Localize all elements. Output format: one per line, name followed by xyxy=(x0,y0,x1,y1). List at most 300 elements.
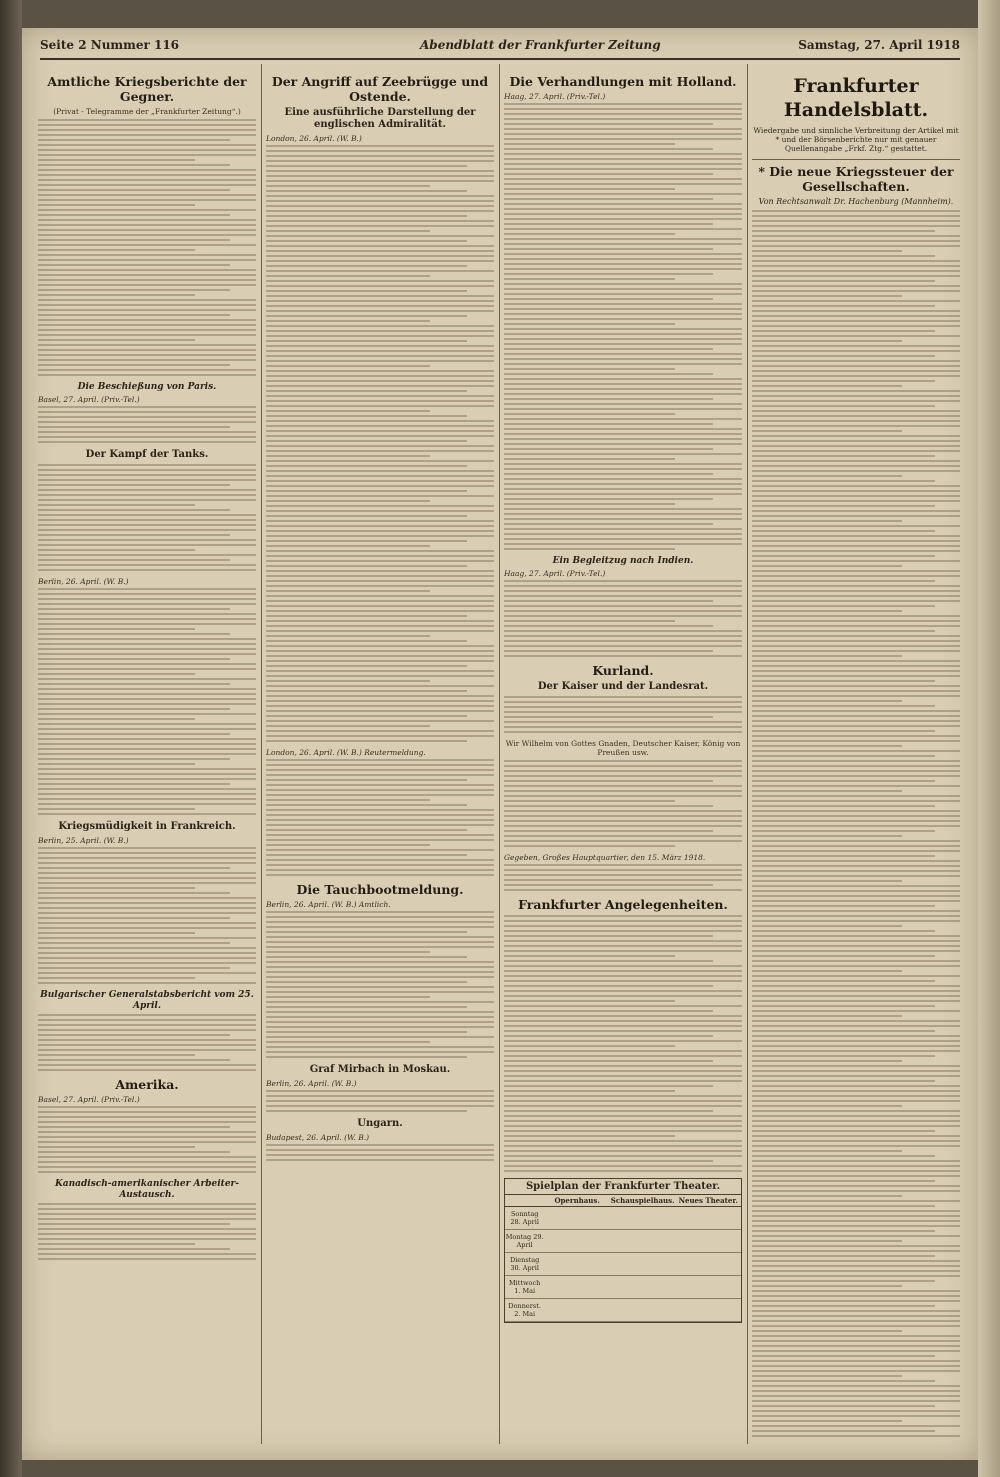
text-line xyxy=(266,926,494,928)
text-line xyxy=(752,920,960,922)
text-line xyxy=(504,278,675,280)
text-line xyxy=(38,803,256,805)
text-line xyxy=(38,663,256,665)
text-line xyxy=(266,470,494,472)
text-line xyxy=(752,795,960,797)
text-line xyxy=(38,234,256,236)
text-line xyxy=(38,304,256,306)
text-line xyxy=(266,440,467,442)
text-line xyxy=(266,385,494,387)
column-rule xyxy=(499,64,500,1444)
text-line xyxy=(504,940,742,942)
article-body xyxy=(38,119,256,376)
text-line xyxy=(38,499,256,501)
text-line xyxy=(266,874,494,876)
text-line xyxy=(504,945,742,947)
table-row xyxy=(505,1230,741,1253)
text-line xyxy=(752,975,960,977)
text-line xyxy=(266,490,467,492)
text-line xyxy=(504,233,675,235)
text-line xyxy=(504,1060,713,1062)
text-line xyxy=(752,1175,960,1177)
text-line xyxy=(752,250,902,252)
column-rule xyxy=(261,64,262,1444)
text-line xyxy=(38,549,195,551)
text-line xyxy=(38,778,256,780)
text-line xyxy=(752,1260,960,1262)
text-line xyxy=(266,779,467,781)
header-cell: Neues Theater. xyxy=(678,1196,738,1205)
article-body xyxy=(38,1203,256,1260)
text-line xyxy=(266,205,494,207)
text-line xyxy=(38,972,256,974)
text-line xyxy=(266,675,494,677)
text-line xyxy=(38,668,256,670)
text-line xyxy=(504,869,742,871)
text-line xyxy=(38,324,256,326)
text-line xyxy=(504,820,742,822)
text-line xyxy=(504,785,742,787)
text-line xyxy=(752,630,935,632)
article-heading: Der Kampf der Tanks. xyxy=(85,449,209,460)
text-line xyxy=(38,329,256,331)
text-line xyxy=(752,420,960,422)
text-line xyxy=(752,875,960,877)
text-line xyxy=(38,1054,195,1056)
text-line xyxy=(266,460,494,462)
text-line xyxy=(266,981,467,983)
text-line xyxy=(504,1160,713,1162)
text-line xyxy=(266,500,430,502)
text-line xyxy=(504,443,742,445)
text-line xyxy=(752,360,960,362)
day-cell: Sonntag 28. April xyxy=(510,1210,539,1226)
text-line xyxy=(38,1024,256,1026)
text-line xyxy=(504,373,713,375)
text-line xyxy=(38,1059,230,1061)
text-line xyxy=(752,720,960,722)
text-line xyxy=(266,670,494,672)
page-edge-right xyxy=(978,0,1000,1477)
text-line xyxy=(38,882,256,884)
text-line xyxy=(752,1010,960,1012)
article-body xyxy=(504,864,742,891)
text-line xyxy=(38,534,230,536)
text-line xyxy=(504,1020,742,1022)
text-line xyxy=(504,790,742,792)
text-line xyxy=(752,270,960,272)
text-line xyxy=(266,720,494,722)
text-line xyxy=(504,253,742,255)
text-line xyxy=(38,469,256,471)
text-line xyxy=(38,962,256,964)
text-line xyxy=(38,374,256,376)
text-line xyxy=(38,1151,230,1153)
text-line xyxy=(38,982,256,984)
text-line xyxy=(38,1156,256,1158)
text-line xyxy=(38,1166,256,1168)
text-line xyxy=(266,340,467,342)
text-line xyxy=(504,243,742,245)
text-line xyxy=(504,328,742,330)
text-line xyxy=(752,1185,960,1187)
article-body xyxy=(38,1106,256,1173)
text-line xyxy=(504,153,742,155)
text-line xyxy=(504,1165,742,1167)
text-line xyxy=(266,936,494,938)
text-line xyxy=(266,610,494,612)
text-line xyxy=(752,725,960,727)
text-line xyxy=(504,388,742,390)
text-line xyxy=(266,740,467,742)
text-line xyxy=(504,1030,742,1032)
text-line xyxy=(504,960,713,962)
text-line xyxy=(38,129,256,131)
text-line xyxy=(38,593,256,595)
text-line xyxy=(38,239,230,241)
text-line xyxy=(38,279,256,281)
text-line xyxy=(38,977,195,979)
text-line xyxy=(504,488,742,490)
text-line xyxy=(504,645,742,647)
article-heading: Frankfurter Angelegenheiten. xyxy=(518,897,728,912)
text-line xyxy=(38,294,195,296)
text-line xyxy=(752,1150,902,1152)
text-line xyxy=(752,245,960,247)
text-line xyxy=(38,937,256,939)
article-heading: Kurland. xyxy=(592,663,654,678)
text-line xyxy=(266,799,430,801)
text-line xyxy=(38,1218,256,1220)
text-line xyxy=(504,383,742,385)
text-line xyxy=(752,1005,935,1007)
decree-place: Gegeben, Großes Hauptquartier, den 15. März 1918. xyxy=(504,853,706,862)
text-line xyxy=(752,310,960,312)
text-line xyxy=(266,730,494,732)
text-line xyxy=(266,260,494,262)
text-line xyxy=(752,265,960,267)
text-line xyxy=(38,793,256,795)
text-line xyxy=(38,603,256,605)
text-line xyxy=(504,884,713,886)
text-line xyxy=(504,393,742,395)
text-line xyxy=(38,967,230,969)
article-body xyxy=(266,911,494,1058)
text-line xyxy=(38,369,256,371)
text-line xyxy=(504,323,675,325)
text-line xyxy=(266,425,494,427)
text-line xyxy=(38,1258,256,1260)
text-line xyxy=(38,867,230,869)
text-line xyxy=(752,1120,960,1122)
text-line xyxy=(38,633,230,635)
text-line xyxy=(266,485,494,487)
text-line xyxy=(266,560,494,562)
text-line xyxy=(38,912,256,914)
text-line xyxy=(266,991,494,993)
text-line xyxy=(504,830,713,832)
text-line xyxy=(38,1136,256,1138)
masthead xyxy=(40,34,960,60)
text-line xyxy=(266,1095,494,1097)
header-cell: Schauspielhaus. xyxy=(610,1196,675,1205)
text-line xyxy=(38,441,256,443)
text-line xyxy=(266,255,494,257)
text-line xyxy=(38,738,256,740)
text-line xyxy=(266,535,494,537)
text-line xyxy=(752,1420,902,1422)
text-line xyxy=(504,1070,742,1072)
text-line xyxy=(752,1055,935,1057)
text-line xyxy=(504,163,742,165)
text-line xyxy=(38,1203,256,1205)
text-line xyxy=(504,1065,742,1067)
article-body xyxy=(266,1144,494,1161)
text-line xyxy=(38,416,256,418)
text-line xyxy=(752,1160,960,1162)
text-line xyxy=(266,1046,494,1048)
text-line xyxy=(752,810,960,812)
text-line xyxy=(752,540,960,542)
article-subheading: (Privat - Telegramme der „Frankfurter Zeitung“.) xyxy=(53,107,241,116)
text-line xyxy=(752,1250,960,1252)
text-line xyxy=(752,640,960,642)
text-line xyxy=(266,290,467,292)
page-number: Seite 2 Nummer 116 xyxy=(40,38,180,52)
text-line xyxy=(504,318,742,320)
text-line xyxy=(752,1340,960,1342)
text-line xyxy=(266,355,494,357)
text-line xyxy=(266,735,494,737)
text-line xyxy=(752,980,935,982)
text-line xyxy=(752,595,960,597)
text-line xyxy=(504,268,742,270)
text-line xyxy=(504,238,742,240)
text-line xyxy=(504,503,675,505)
text-line xyxy=(38,733,230,735)
text-line xyxy=(38,1069,256,1071)
text-line xyxy=(266,625,494,627)
text-line xyxy=(38,653,256,655)
text-line xyxy=(504,810,742,812)
text-line xyxy=(752,695,960,697)
text-line xyxy=(752,385,902,387)
text-line xyxy=(38,1208,256,1210)
text-line xyxy=(38,877,256,879)
text-line xyxy=(504,970,742,972)
text-line xyxy=(38,509,230,511)
text-line xyxy=(504,138,742,140)
article-body xyxy=(38,588,256,815)
text-line xyxy=(752,1360,960,1362)
header-cell xyxy=(505,1195,544,1206)
text-line xyxy=(38,204,195,206)
text-line xyxy=(38,1146,195,1148)
text-line xyxy=(752,1375,902,1377)
text-line xyxy=(38,519,256,521)
text-line xyxy=(38,1106,256,1108)
text-line xyxy=(266,245,494,247)
text-line xyxy=(38,309,256,311)
text-line xyxy=(752,1205,935,1207)
text-line xyxy=(752,525,960,527)
text-line xyxy=(752,1390,960,1392)
text-line xyxy=(752,435,960,437)
text-line xyxy=(266,330,494,332)
text-line xyxy=(38,902,256,904)
text-line xyxy=(38,319,256,321)
text-line xyxy=(266,170,494,172)
article-body xyxy=(266,759,494,876)
day-cell: Dienstag 30. April xyxy=(510,1256,540,1272)
text-line xyxy=(38,852,256,854)
text-line xyxy=(752,395,960,397)
text-line xyxy=(504,635,742,637)
text-line xyxy=(752,1335,960,1337)
text-line xyxy=(504,615,742,617)
text-line xyxy=(38,887,195,889)
text-line xyxy=(38,179,256,181)
text-line xyxy=(752,675,960,677)
text-line xyxy=(752,830,935,832)
text-line xyxy=(266,844,430,846)
text-line xyxy=(38,479,256,481)
text-line xyxy=(752,280,935,282)
text-line xyxy=(504,273,713,275)
text-line xyxy=(266,764,494,766)
text-line xyxy=(752,1130,935,1132)
text-line xyxy=(266,941,494,943)
text-line xyxy=(504,523,713,525)
decree-opening: Wir Wilhelm von Gottes Gnaden, Deutscher Kaiser, König von Preußen usw. xyxy=(505,739,741,757)
text-line xyxy=(266,849,494,851)
text-line xyxy=(504,1095,742,1097)
text-line xyxy=(38,688,256,690)
text-line xyxy=(266,996,430,998)
text-line xyxy=(38,359,256,361)
text-line xyxy=(504,955,675,957)
text-line xyxy=(504,1005,742,1007)
text-line xyxy=(752,1245,960,1247)
text-line xyxy=(266,1105,494,1107)
text-line xyxy=(752,510,960,512)
text-line xyxy=(266,335,494,337)
table-row xyxy=(505,1276,741,1299)
page-edge-left xyxy=(0,0,22,1477)
text-line xyxy=(266,620,494,622)
text-line xyxy=(504,158,742,160)
text-line xyxy=(38,763,195,765)
text-line xyxy=(504,178,742,180)
text-line xyxy=(38,1161,256,1163)
text-line xyxy=(266,956,467,958)
text-line xyxy=(752,645,960,647)
text-line xyxy=(38,927,256,929)
text-line xyxy=(752,1095,960,1097)
text-line xyxy=(752,1125,960,1127)
text-line xyxy=(752,1115,960,1117)
text-line xyxy=(266,315,467,317)
article-body xyxy=(752,210,960,1440)
text-line xyxy=(266,345,494,347)
text-line xyxy=(752,1020,960,1022)
text-line xyxy=(752,895,960,897)
text-line xyxy=(504,168,742,170)
text-line xyxy=(504,103,742,105)
text-line xyxy=(266,595,494,597)
text-line xyxy=(504,845,675,847)
text-line xyxy=(266,445,494,447)
text-line xyxy=(752,925,902,927)
text-line xyxy=(38,149,256,151)
text-line xyxy=(504,473,713,475)
text-line xyxy=(752,575,960,577)
text-line xyxy=(266,854,467,856)
text-line xyxy=(504,428,742,430)
text-line xyxy=(752,1430,935,1432)
text-line xyxy=(38,783,230,785)
column-2 xyxy=(266,70,494,1440)
text-line xyxy=(504,1125,742,1127)
text-line xyxy=(266,365,430,367)
text-line xyxy=(752,690,960,692)
theater-schedule-header xyxy=(505,1195,741,1207)
text-line xyxy=(38,514,256,516)
text-line xyxy=(266,570,494,572)
text-line xyxy=(752,855,935,857)
text-line xyxy=(38,349,256,351)
text-line xyxy=(266,200,494,202)
text-line xyxy=(504,600,713,602)
text-line xyxy=(504,433,742,435)
text-line xyxy=(266,275,430,277)
dateline: Budapest, 26. April. (W. B.) xyxy=(266,1133,370,1142)
text-line xyxy=(752,870,960,872)
text-line xyxy=(266,590,430,592)
text-line xyxy=(266,1056,467,1058)
text-line xyxy=(266,966,494,968)
text-line xyxy=(38,917,230,919)
text-line xyxy=(752,1315,960,1317)
text-line xyxy=(504,990,742,992)
text-line xyxy=(38,768,256,770)
text-line xyxy=(752,530,935,532)
text-line xyxy=(38,199,256,201)
text-line xyxy=(38,598,256,600)
text-line xyxy=(38,648,256,650)
text-line xyxy=(504,889,742,891)
text-line xyxy=(38,154,256,156)
text-line xyxy=(38,957,256,959)
text-line xyxy=(38,1116,256,1118)
text-line xyxy=(504,203,742,205)
text-line xyxy=(752,940,960,942)
text-line xyxy=(504,1050,742,1052)
text-line xyxy=(504,1045,675,1047)
table-row xyxy=(505,1207,741,1230)
theater-schedule-title: Spielplan der Frankfurter Theater. xyxy=(505,1179,741,1195)
text-line xyxy=(266,160,494,162)
text-line xyxy=(266,759,494,761)
text-line xyxy=(752,1355,935,1357)
text-line xyxy=(38,1126,230,1128)
text-line xyxy=(38,847,256,849)
text-line xyxy=(504,1170,742,1172)
text-line xyxy=(752,1410,960,1412)
text-line xyxy=(38,1223,230,1225)
text-line xyxy=(504,543,742,545)
text-line xyxy=(504,965,742,967)
